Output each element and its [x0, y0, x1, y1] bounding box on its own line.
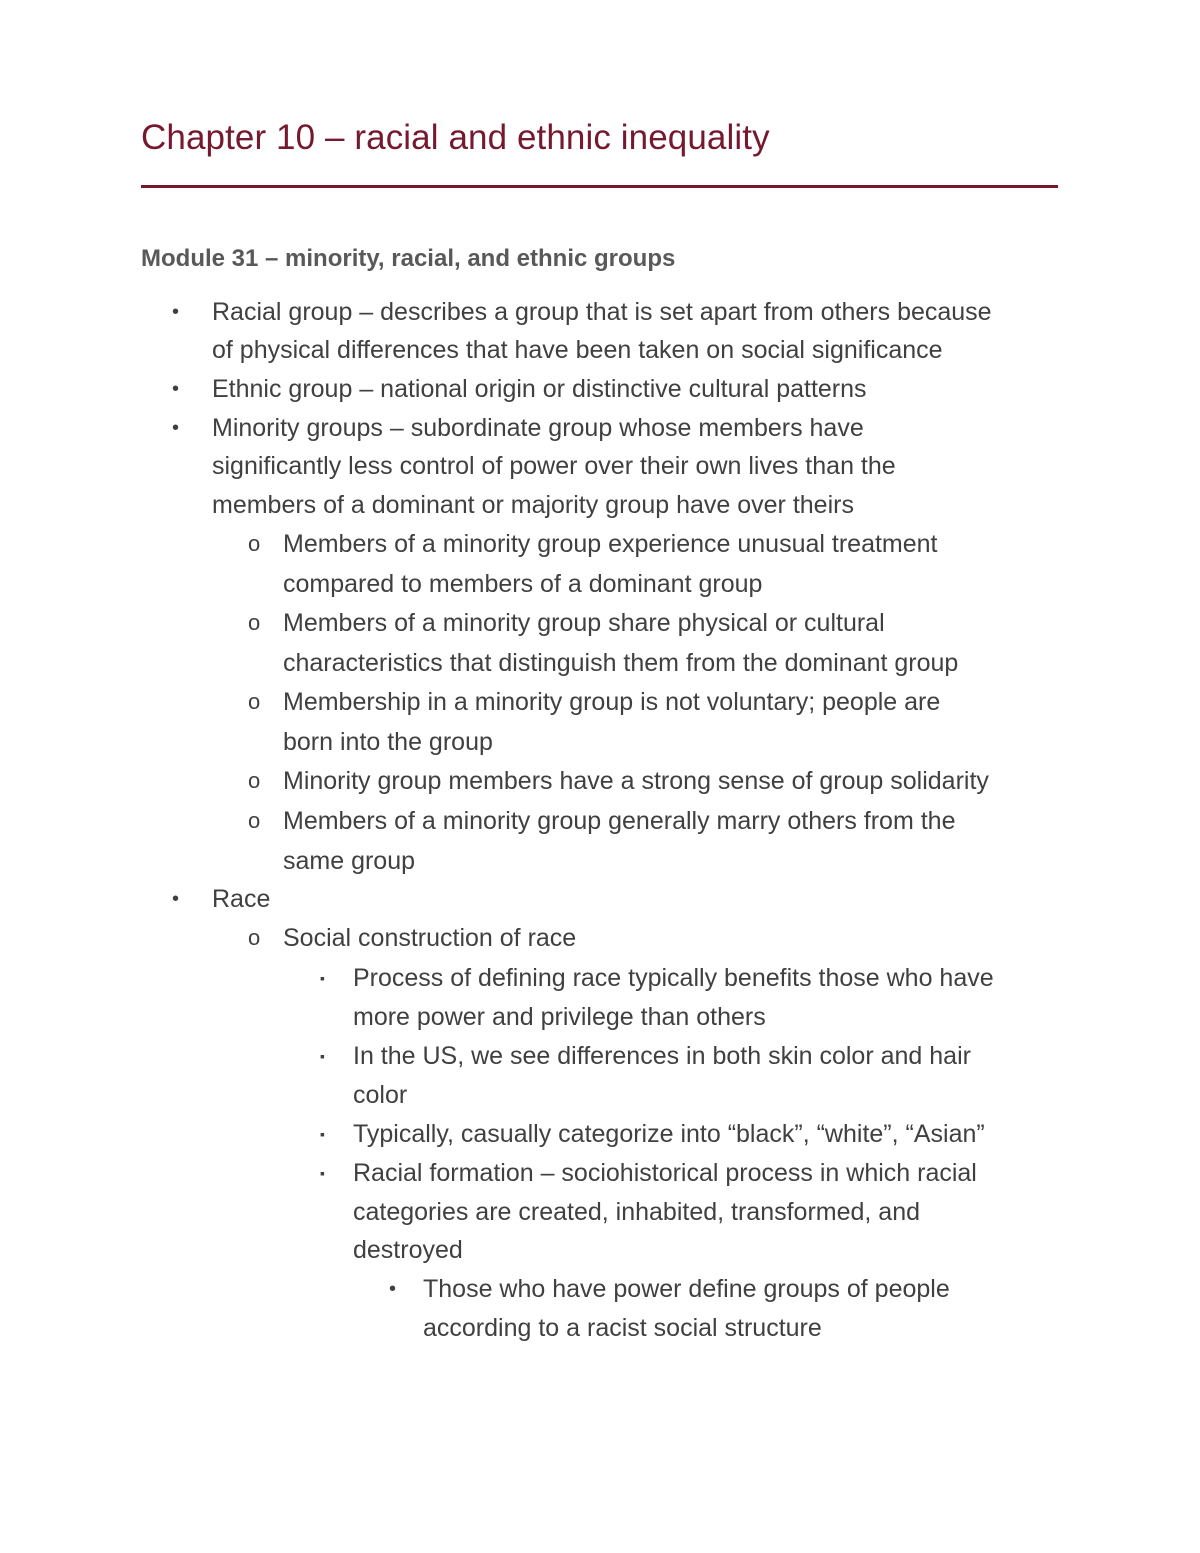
sub-list-item-line: born into the group — [283, 728, 493, 756]
sub-sub-list-item-line: Process of defining race typically benefits those who have — [353, 964, 994, 992]
list-item-line: members of a dominant or majority group have over theirs — [212, 491, 854, 519]
bullet-icon: • — [172, 888, 180, 910]
sub-sub-list-item-line: Typically, casually categorize into “black”, “white”, “Asian” — [353, 1120, 985, 1148]
sub-list-item-line: Members of a minority group experience unusual treatment — [283, 530, 938, 558]
sub-sub-list-item-line: Racial formation – sociohistorical process in which racial — [353, 1159, 977, 1187]
list-item-line: of physical differences that have been taken on social significance — [212, 336, 943, 364]
list-item-line: Minority groups – subordinate group whose members have — [212, 414, 864, 442]
square-bullet-icon: ▪ — [320, 1048, 325, 1064]
module-heading: Module 31 – minority, racial, and ethnic groups — [141, 245, 676, 272]
sub-sub-list-item-line: destroyed — [353, 1236, 463, 1264]
bullet-icon: • — [172, 378, 180, 400]
circle-bullet-icon: o — [248, 768, 261, 793]
bullet-icon: • — [172, 417, 180, 439]
sub-list-item-line: Minority group members have a strong sense of group solidarity — [283, 767, 989, 795]
bullet-icon: • — [172, 301, 180, 323]
list-item-line: Racial group – describes a group that is set apart from others because — [212, 298, 992, 326]
sub-list-item-line: Membership in a minority group is not voluntary; people are — [283, 688, 941, 716]
sub-sub-list-item-line: more power and privilege than others — [353, 1003, 766, 1031]
sub-sub-list-item-line: In the US, we see differences in both skin color and hair — [353, 1042, 971, 1070]
circle-bullet-icon: o — [248, 925, 261, 950]
title-underline — [141, 185, 1058, 188]
sub-list-item-line: Social construction of race — [283, 924, 577, 952]
sub-sub-list-item-line: categories are created, inhabited, transformed, and — [353, 1198, 921, 1226]
circle-bullet-icon: o — [248, 531, 261, 556]
circle-bullet-icon: o — [248, 808, 261, 833]
sub-list-item-line: Members of a minority group share physical or cultural — [283, 609, 885, 637]
square-bullet-icon: ▪ — [320, 1126, 325, 1142]
level4-list-item-line: Those who have power define groups of people — [423, 1275, 950, 1303]
sub-list-item-line: characteristics that distinguish them from the dominant group — [283, 649, 959, 677]
sub-list-item-line: Members of a minority group generally marry others from the — [283, 807, 956, 835]
chapter-title: Chapter 10 – racial and ethnic inequality — [141, 118, 770, 157]
square-bullet-icon: ▪ — [320, 970, 325, 986]
list-item-line: Race — [212, 885, 271, 913]
sub-list-item-line: compared to members of a dominant group — [283, 570, 763, 598]
sub-list-item-line: same group — [283, 847, 416, 875]
bullet-icon: • — [389, 1278, 397, 1300]
list-item-line: significantly less control of power over their own lives than the — [212, 452, 896, 480]
square-bullet-icon: ▪ — [320, 1165, 325, 1181]
sub-sub-list-item-line: color — [353, 1081, 408, 1109]
circle-bullet-icon: o — [248, 689, 261, 714]
level4-list-item-line: according to a racist social structure — [423, 1314, 822, 1342]
circle-bullet-icon: o — [248, 610, 261, 635]
list-item-line: Ethnic group – national origin or distinctive cultural patterns — [212, 375, 867, 403]
